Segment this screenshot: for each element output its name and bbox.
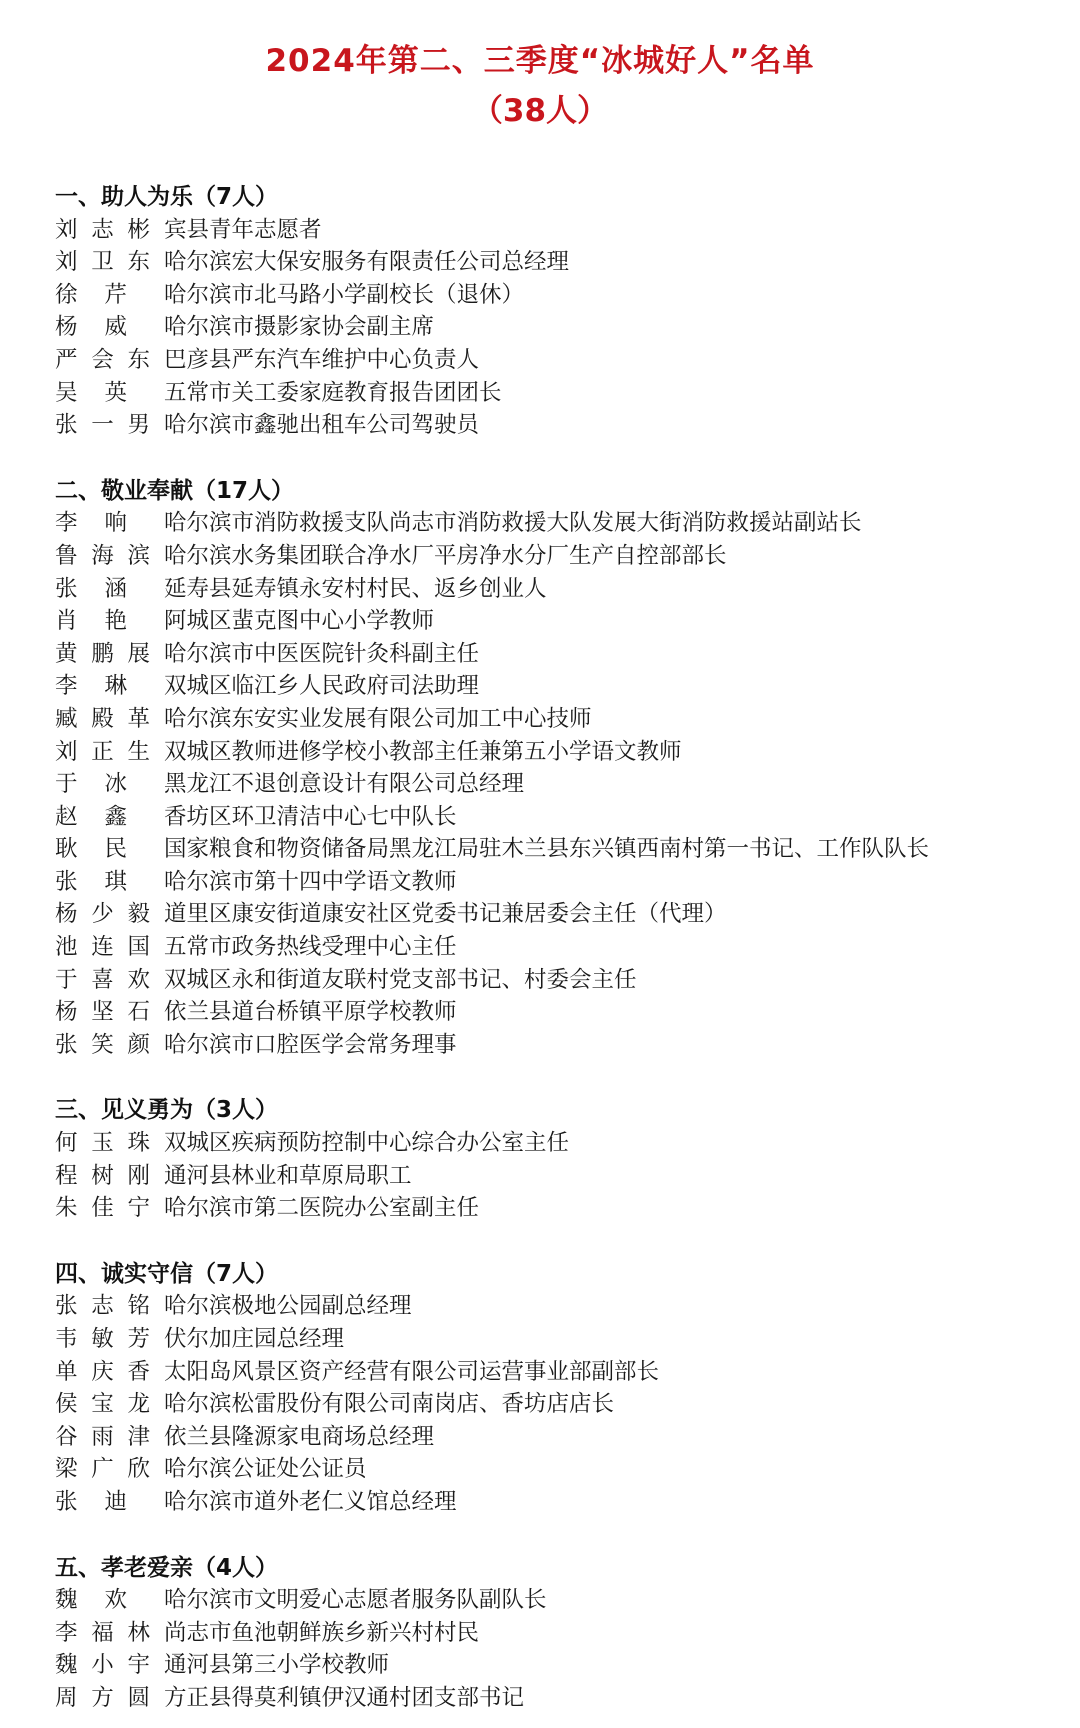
- spacer: [150, 246, 164, 279]
- person-name: 程树刚: [55, 1162, 150, 1189]
- person-title: 哈尔滨市摄影家协会副主席: [164, 314, 435, 341]
- person-name: 韦敏芳: [55, 1326, 150, 1352]
- person-name: 吴 英: [55, 379, 127, 406]
- person-name: 李福林: [55, 1619, 150, 1646]
- person-name: 刘志彬: [55, 216, 150, 243]
- person-name: 徐 芹: [55, 281, 127, 308]
- spacer: [150, 279, 164, 312]
- person-title: 伏尔加庄园总经理: [164, 1326, 345, 1352]
- person-title: 哈尔滨市文明爱心志愿者服务队副队长: [164, 1587, 547, 1614]
- person-name: 杨坚石: [55, 999, 150, 1026]
- section-heading: 二、敬业奉献（17人）: [55, 477, 295, 504]
- person-title: 黑龙江不退创意设计有限公司总经理: [164, 771, 525, 798]
- person-title: 哈尔滨市第二医院办公室副主任: [164, 1195, 480, 1222]
- person-title: 哈尔滨极地公园副总经理: [164, 1293, 412, 1320]
- spacer: [150, 1486, 164, 1519]
- person-name: 李 响: [55, 510, 127, 537]
- title-block: [40, 40, 1040, 132]
- list-item: [55, 1127, 1040, 1160]
- section: [55, 1258, 1040, 1519]
- list-item: [55, 670, 1040, 703]
- spacer: [150, 670, 164, 703]
- person-name: 朱佳宁: [55, 1195, 150, 1222]
- person-name: 赵 鑫: [55, 803, 127, 830]
- person-title: 五常市关工委家庭教育报告团团长: [164, 379, 502, 406]
- person-title: 哈尔滨公证处公证员: [164, 1456, 367, 1483]
- list-item: [55, 540, 1040, 573]
- person-name: 于喜欢: [55, 966, 150, 993]
- spacer: [150, 1421, 164, 1454]
- spacer: [150, 1323, 164, 1356]
- person-name: 池连国: [55, 934, 150, 961]
- spacer: [150, 1388, 164, 1421]
- person-name: 刘正生: [55, 738, 150, 765]
- spacer: [150, 736, 164, 769]
- spacer: [150, 768, 164, 801]
- list-item: [55, 833, 1040, 866]
- person-title: 依兰县隆源家电商场总经理: [164, 1423, 435, 1450]
- person-title: 哈尔滨市口腔医学会常务理事: [164, 1031, 457, 1058]
- list-item: [55, 638, 1040, 671]
- section-heading: 五、孝老爱亲（4人）: [55, 1554, 279, 1581]
- list-item: [55, 377, 1040, 410]
- list-item: [55, 1323, 1040, 1356]
- spacer: [150, 1356, 164, 1389]
- person-title: 哈尔滨市鑫驰出租车公司驾驶员: [164, 412, 480, 439]
- person-title: 哈尔滨市消防救援支队尚志市消防救援大队发展大街消防救援站副站长: [164, 510, 862, 537]
- person-title: 通河县林业和草原局职工: [164, 1162, 412, 1189]
- person-name: 黄鹏展: [55, 640, 150, 667]
- person-title: 哈尔滨市北马路小学副校长（退休）: [164, 281, 525, 308]
- person-name: 张一男: [55, 412, 150, 439]
- section: [55, 475, 1040, 1062]
- person-name: 谷雨津: [55, 1423, 150, 1450]
- spacer: [150, 1617, 164, 1650]
- spacer: [150, 311, 164, 344]
- spacer: [150, 866, 164, 899]
- spacer: [150, 833, 164, 866]
- list-item: [55, 1356, 1040, 1389]
- spacer: [150, 540, 164, 573]
- section: [55, 1552, 1040, 1715]
- list-item: [55, 768, 1040, 801]
- spacer: [150, 996, 164, 1029]
- list-item: [55, 703, 1040, 736]
- list-item: [55, 964, 1040, 997]
- person-title: 延寿县延寿镇永安村村民、返乡创业人: [164, 575, 547, 602]
- list-item: [55, 1160, 1040, 1193]
- section-heading: 三、见义勇为（3人）: [55, 1097, 279, 1124]
- person-name: 魏 欢: [55, 1587, 127, 1614]
- spacer: [150, 964, 164, 997]
- person-title: 阿城区蜚克图中心小学教师: [164, 608, 435, 635]
- person-name: 于 冰: [55, 771, 127, 798]
- person-title: 双城区疾病预防控制中心综合办公室主任: [164, 1130, 570, 1157]
- person-name: 张 琪: [55, 868, 127, 895]
- person-title: 国家粮食和物资储备局黑龙江局驻木兰县东兴镇西南村第一书记、工作队队长: [164, 836, 930, 863]
- person-title: 依兰县道台桥镇平原学校教师: [164, 999, 457, 1026]
- person-title: 哈尔滨市第十四中学语文教师: [164, 868, 457, 895]
- page-subtitle-count: （38人）: [471, 93, 609, 129]
- person-title: 双城区教师进修学校小教部主任兼第五小学语文教师: [164, 738, 682, 765]
- spacer: [150, 409, 164, 442]
- spacer: [150, 1029, 164, 1062]
- person-title: 哈尔滨宏大保安服务有限责任公司总经理: [164, 249, 570, 276]
- person-title: 哈尔滨东安实业发展有限公司加工中心技师: [164, 705, 592, 732]
- list-item: [55, 1453, 1040, 1486]
- list-item: [55, 311, 1040, 344]
- person-title: 哈尔滨市中医医院针灸科副主任: [164, 640, 480, 667]
- spacer: [150, 1160, 164, 1193]
- list-item: [55, 898, 1040, 931]
- list-item: [55, 1584, 1040, 1617]
- spacer: [150, 1192, 164, 1225]
- person-name: 肖 艳: [55, 608, 127, 635]
- list-item: [55, 1192, 1040, 1225]
- person-title: 香坊区环卫清洁中心七中队长: [164, 803, 457, 830]
- person-name: 梁广欣: [55, 1456, 150, 1483]
- person-title: 哈尔滨市道外老仁义馆总经理: [164, 1488, 457, 1515]
- spacer: [150, 1682, 164, 1715]
- list-item: [55, 214, 1040, 247]
- list-item: [55, 279, 1040, 312]
- person-title: 巴彦县严东汽车维护中心负责人: [164, 346, 480, 373]
- section-heading: 四、诚实守信（7人）: [55, 1260, 279, 1287]
- person-title: 道里区康安街道康安社区党委书记兼居委会主任（代理）: [164, 901, 727, 928]
- person-name: 张 迪: [55, 1488, 127, 1515]
- section: [55, 1094, 1040, 1224]
- person-name: 单庆香: [55, 1358, 150, 1385]
- person-name: 侯宝龙: [55, 1391, 150, 1418]
- person-name: 何玉珠: [55, 1130, 150, 1157]
- spacer: [150, 801, 164, 834]
- person-name: 耿 民: [55, 836, 127, 863]
- list-item: [55, 573, 1040, 606]
- list-item: [55, 1029, 1040, 1062]
- spacer: [150, 344, 164, 377]
- person-name: 臧殿革: [55, 705, 150, 732]
- person-name: 杨 威: [55, 314, 127, 341]
- page-title: 2024年第二、三季度“冰城好人”名单: [265, 43, 815, 79]
- list-item: [55, 344, 1040, 377]
- spacer: [150, 898, 164, 931]
- list-item: [55, 1682, 1040, 1715]
- spacer: [150, 1127, 164, 1160]
- person-title: 双城区临江乡人民政府司法助理: [164, 673, 480, 700]
- section: [55, 181, 1040, 442]
- person-name: 张志铭: [55, 1293, 150, 1320]
- spacer: [150, 1453, 164, 1486]
- person-title: 哈尔滨松雷股份有限公司南岗店、香坊店店长: [164, 1391, 615, 1418]
- spacer: [150, 1649, 164, 1682]
- person-name: 刘卫东: [55, 249, 150, 276]
- person-title: 通河县第三小学校教师: [164, 1652, 390, 1679]
- list-item: [55, 736, 1040, 769]
- person-name: 杨少毅: [55, 901, 150, 928]
- spacer: [150, 507, 164, 540]
- list-item: [55, 931, 1040, 964]
- person-name: 魏小宇: [55, 1652, 150, 1679]
- list-item: [55, 1421, 1040, 1454]
- person-name: 张笑颜: [55, 1031, 150, 1058]
- person-name: 周方圆: [55, 1684, 150, 1711]
- person-title: 方正县得莫利镇伊汉通村团支部书记: [164, 1684, 525, 1711]
- list-item: [55, 409, 1040, 442]
- section-heading: 一、助人为乐（7人）: [55, 184, 279, 210]
- spacer: [150, 377, 164, 410]
- list-item: [55, 866, 1040, 899]
- spacer: [150, 214, 164, 247]
- spacer: [150, 1584, 164, 1617]
- person-name: 严会东: [55, 346, 150, 373]
- list-item: [55, 801, 1040, 834]
- person-title: 太阳岛风景区资产经营有限公司运营事业部副部长: [164, 1358, 660, 1385]
- spacer: [150, 605, 164, 638]
- person-name: 李 琳: [55, 673, 127, 700]
- list-item: [55, 1388, 1040, 1421]
- spacer: [150, 703, 164, 736]
- list-item: [55, 246, 1040, 279]
- person-title: 哈尔滨水务集团联合净水厂平房净水分厂生产自控部部长: [164, 542, 727, 569]
- list-item: [55, 996, 1040, 1029]
- spacer: [150, 638, 164, 671]
- list-item: [55, 1486, 1040, 1519]
- person-title: 双城区永和街道友联村党支部书记、村委会主任: [164, 966, 637, 993]
- list-item: [55, 605, 1040, 638]
- person-title: 宾县青年志愿者: [164, 216, 322, 243]
- honoree-list: [55, 181, 1040, 1715]
- list-item: [55, 507, 1040, 540]
- list-item: [55, 1649, 1040, 1682]
- list-item: [55, 1617, 1040, 1650]
- person-name: 鲁海滨: [55, 542, 150, 569]
- spacer: [150, 573, 164, 606]
- person-name: 张 涵: [55, 575, 127, 602]
- person-title: 尚志市鱼池朝鲜族乡新兴村村民: [164, 1619, 480, 1646]
- list-item: [55, 1290, 1040, 1323]
- spacer: [150, 931, 164, 964]
- person-title: 五常市政务热线受理中心主任: [164, 934, 457, 961]
- spacer: [150, 1290, 164, 1323]
